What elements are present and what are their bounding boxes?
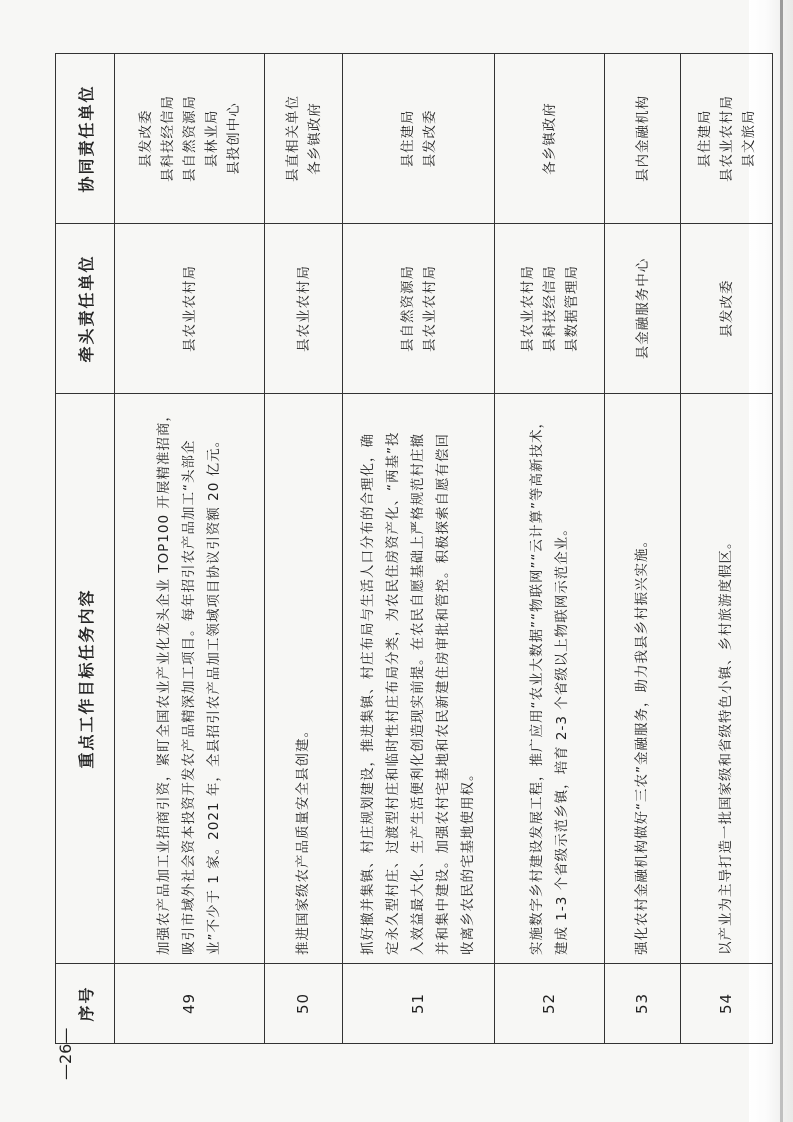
task-content-line: 以产业为主导打造一批国家级和省级特色小镇、乡村旅游度假区。 (718, 534, 734, 955)
lead-unit (495, 224, 605, 394)
header-index: 序号 (56, 964, 115, 1044)
row-index: 53 (605, 964, 681, 1044)
coop-unit-line: 县科技经信局 (159, 95, 176, 182)
header-content: 重点工作目标任务内容 (56, 394, 115, 964)
task-content (343, 394, 495, 964)
task-content-line: 吸引市域外社会资本投资开发农产品精深加工项目。每年招引农产品加工“头部企 (181, 439, 197, 955)
task-content-line: 加强农产品加工业招商引资，紧盯全国农业产业化龙头企业 TOP100 开展精准招商， (156, 407, 172, 955)
coop-unit (265, 54, 343, 224)
coop-unit-line: 县直相关单位 (284, 95, 301, 182)
task-content-line: 定永久型村庄、过渡型村庄和临时性村庄布局分类，为农民住房资产化、“两基”投 (385, 431, 401, 955)
coop-unit (681, 54, 773, 224)
task-content-line: 业”不少于 1 家。2021 年，全县招引农产品加工领域项目协议引资额 20 亿元。 (206, 432, 222, 955)
coop-unit-line: 县发改委 (137, 109, 154, 168)
task-content (495, 394, 605, 964)
table-header-row (56, 54, 115, 1044)
row-index: 51 (343, 964, 495, 1044)
task-content (681, 394, 773, 964)
lead-unit-line: 县农业农村局 (421, 265, 438, 352)
task-content-line: 实施数字乡村建设发展工程，推广应用“农业大数据”“物联网”“云计算”等高新技术， (528, 414, 545, 955)
coop-unit-line: 县住建局 (399, 109, 416, 168)
coop-unit-line: 县文旅局 (740, 109, 757, 168)
table-row (343, 54, 495, 1044)
task-content-line: 建成 1-3 个省级示范乡镇，培育 2-3 个省级以上物联网示范企业。 (553, 521, 570, 955)
task-content-line: 推进国家级农产品质量安全县创建。 (295, 723, 311, 955)
task-content-line: 并和集中建设。加强农村宅基地和农民新建住房审批和管控。积极探索自愿有偿回 (435, 433, 451, 955)
header-lead-unit: 牵头责任单位 (56, 224, 115, 394)
coop-unit-line: 各乡镇政府 (306, 102, 323, 175)
table-row (605, 54, 681, 1044)
coop-unit-line: 县林业局 (203, 109, 220, 168)
lead-unit-line: 县自然资源局 (399, 265, 416, 352)
row-index: 50 (265, 964, 343, 1044)
row-index: 52 (495, 964, 605, 1044)
page-number: —26— (56, 1027, 75, 1080)
lead-unit-line: 县金融服务中心 (634, 257, 651, 360)
task-content-line: 入效益最大化、生产生活便利化创造现实前提。在农民自愿基础上严格规范村庄撤 (410, 433, 426, 955)
lead-unit-line: 县农业农村局 (181, 265, 198, 352)
lead-unit-line: 县农业农村局 (295, 265, 312, 352)
lead-unit-line: 县数据管理局 (563, 265, 580, 352)
task-content (605, 394, 681, 964)
task-table (55, 53, 773, 1044)
coop-unit-line: 县农业农村局 (718, 95, 735, 182)
table-row (681, 54, 773, 1044)
row-index: 54 (681, 964, 773, 1044)
lead-unit (115, 224, 265, 394)
coop-unit-line: 县发改委 (421, 109, 438, 168)
lead-unit-line: 县农业农村局 (519, 265, 536, 352)
table-row (495, 54, 605, 1044)
coop-unit-line: 县住建局 (696, 109, 713, 168)
lead-unit-line: 县发改委 (718, 279, 735, 338)
lead-unit (265, 224, 343, 394)
lead-unit (605, 224, 681, 394)
coop-unit (495, 54, 605, 224)
coop-unit (115, 54, 265, 224)
lead-unit (343, 224, 495, 394)
task-content-line: 收离乡农民的宅基地使用权。 (460, 766, 476, 955)
task-content-line: 抓好撤并集镇、村庄规划建设，推进集镇、村庄布局与生活人口分布的合理化，确 (360, 433, 376, 955)
coop-unit-line: 县投创中心 (225, 102, 242, 175)
task-content (115, 394, 265, 964)
coop-unit (343, 54, 495, 224)
coop-unit-line: 县内金融机构 (634, 95, 651, 182)
task-table-rotated (55, 54, 757, 1044)
coop-unit (605, 54, 681, 224)
table-row (115, 54, 265, 1044)
lead-unit (681, 224, 773, 394)
coop-unit-line: 县自然资源局 (181, 95, 198, 182)
task-content (265, 394, 343, 964)
header-coop-unit: 协同责任单位 (56, 54, 115, 224)
row-index: 49 (115, 964, 265, 1044)
coop-unit-line: 各乡镇政府 (541, 102, 558, 175)
table-row (265, 54, 343, 1044)
lead-unit-line: 县科技经信局 (541, 265, 558, 352)
task-content-line: 强化农村金融机构做好“三农”金融服务，助力我县乡村振兴实施。 (634, 533, 650, 955)
